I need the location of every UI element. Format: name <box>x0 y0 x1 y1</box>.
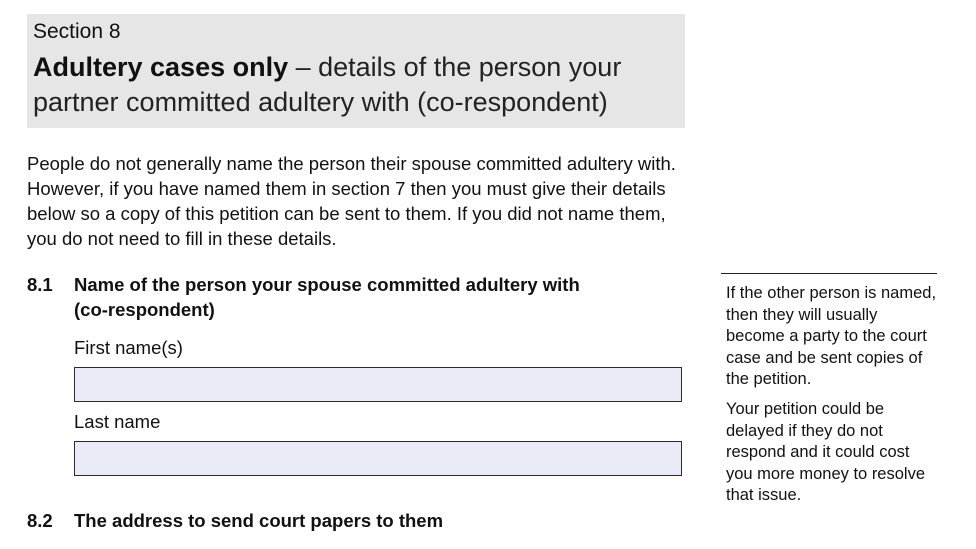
section-title-rest: – details of the person your partner committed adultery with (co-respondent) <box>33 52 622 117</box>
section-title <box>33 50 673 120</box>
section-label: Section 8 <box>33 20 121 43</box>
question-text-8-1-line2: (co-respondent) <box>74 299 215 320</box>
sidebar-note-1: If the other person is named, then they will usually become a party to the court case and be sent copies of the petition. <box>726 284 937 388</box>
question-text-8-2: The address to send court papers to them <box>74 510 444 531</box>
sidebar-note-2: Your petition could be delayed if they do not respond and it could cost you more money to resolve that issue. <box>726 400 926 504</box>
question-number-8-2: 8.2 <box>27 510 53 531</box>
section-header <box>27 14 685 128</box>
section-title-bold: Adultery cases only <box>33 52 289 82</box>
last-name-field[interactable] <box>74 441 682 476</box>
question-number-8-1: 8.1 <box>27 274 53 295</box>
sidebar-divider <box>721 273 937 274</box>
first-name-field[interactable] <box>74 367 682 402</box>
last-name-label: Last name <box>74 411 161 432</box>
first-name-label: First name(s) <box>74 337 183 358</box>
question-text-8-1-line1: Name of the person your spouse committed adultery with <box>74 274 580 295</box>
intro-text: People do not generally name the person their spouse committed adultery with. However, if you have named them in section 7 then you must give their details below so a copy of this petition can be sent to them. If you did not name them, you do not need to fill in these details. <box>27 153 676 249</box>
